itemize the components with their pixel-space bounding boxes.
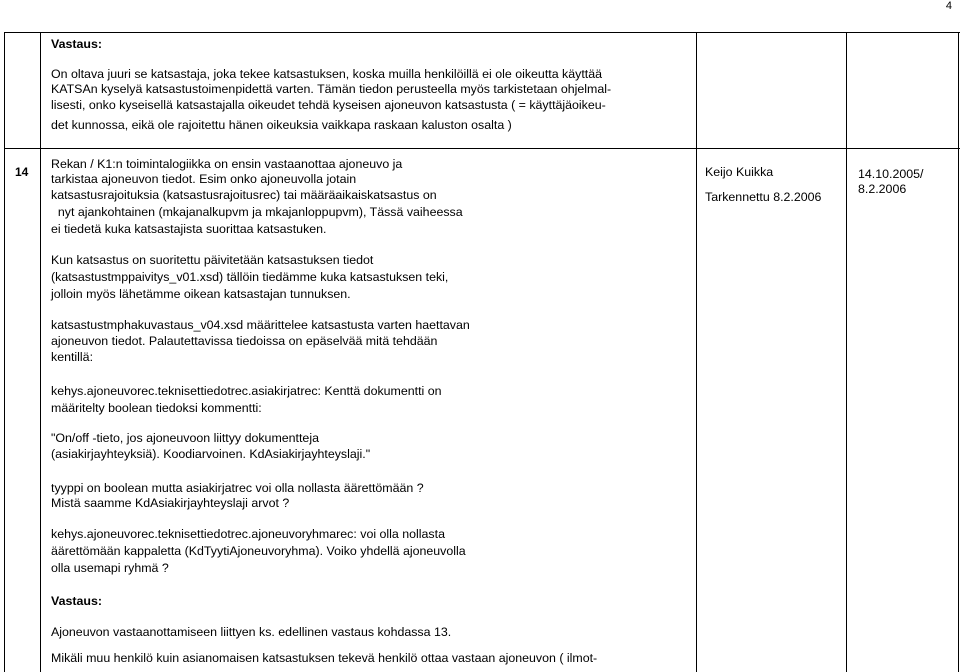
- previous-answer-line: KATSAn kyselyä katsastustoimenpidettä varten. Tämän tiedon perusteella myös tarkistetaan ohjelmal-: [51, 82, 612, 96]
- question-line: nyt ajankohtainen (mkajanalkupvm ja mkajanloppupvm), Tässä vaiheessa: [51, 205, 463, 219]
- question-line: äärettömään kappaletta (KdTyytiAjoneuvoryhma). Voiko yhdellä ajoneuvolla: [51, 544, 466, 558]
- table-top-border: [4, 32, 960, 33]
- column-divider-3: [846, 32, 847, 672]
- page-number: 4: [945, 0, 952, 12]
- question-line: "On/off -tieto, jos ajoneuvoon liittyy dokumentteja: [51, 431, 319, 445]
- table-right-border: [958, 32, 959, 672]
- question-line: (katsastustmppaivitys_v01.xsd) tällöin tiedämme kuka katsastuksen teki,: [51, 270, 449, 284]
- previous-answer-line: On oltava juuri se katsastaja, joka tekee katsastuksen, koska muilla henkilöillä ei ole oikeutta käyttää: [51, 67, 602, 81]
- column-divider-1: [40, 32, 41, 672]
- row-divider: [4, 148, 960, 149]
- question-line: ajoneuvon tiedot. Palautettavissa tiedoissa on epäselvää mitä tehdään: [51, 334, 438, 348]
- row-number: 14: [15, 165, 29, 179]
- question-line: Rekan / K1:n toimintalogiikka on ensin vastaanottaa ajoneuvo ja: [51, 157, 403, 171]
- question-line: katsastustmphakuvastaus_v04.xsd määrittelee katsastusta varten haettavan: [51, 318, 470, 332]
- table-left-border: [4, 32, 5, 672]
- previous-answer-line: det kunnossa, eikä ole rajoitettu hänen oikeuksia vaikkapa raskaan kaluston osalta ): [51, 118, 512, 132]
- date-second: 8.2.2006: [858, 182, 907, 196]
- question-line: tarkistaa ajoneuvon tiedot. Esim onko ajoneuvolla jotain: [51, 172, 357, 186]
- question-line: tyyppi on boolean mutta asiakirjatrec voi olla nollasta äärettömään ?: [51, 481, 424, 495]
- question-line: (asiakirjayhteyksiä). Koodiarvoinen. KdAsiakirjayhteyslaji.": [51, 447, 371, 461]
- question-line: kentillä:: [51, 350, 94, 364]
- question-line: kehys.ajoneuvorec.teknisettiedotrec.ajoneuvoryhmarec: voi olla nollasta: [51, 527, 445, 541]
- question-line: kehys.ajoneuvorec.teknisettiedotrec.asiakirjatrec: Kenttä dokumentti on: [51, 384, 442, 398]
- question-line: jolloin myös lähetämme oikean katsastajan tunnuksen.: [51, 287, 351, 301]
- answer-line: Ajoneuvon vastaanottamiseen liittyen ks. edellinen vastaus kohdassa 13.: [51, 625, 452, 639]
- previous-answer-line: lisesti, onko kyseisellä katsastajalla oikeudet tehdä kyseisen ajoneuvon katsastusta ( = käyttäjäoikeu-: [51, 98, 606, 112]
- person-name: Keijo Kuikka: [705, 165, 774, 179]
- question-line: Kun katsastus on suoritettu päivitetään katsastuksen tiedot: [51, 253, 374, 267]
- question-line: Mistä saamme KdAsiakirjayhteyslaji arvot ?: [51, 496, 290, 510]
- checked-note: Tarkennettu 8.2.2006: [705, 190, 822, 204]
- previous-answer-heading: Vastaus:: [51, 37, 102, 51]
- question-line: katsastusrajoituksia (katsastusrajoitusrec) tai määräaikaiskatsastus on: [51, 188, 437, 202]
- question-line: määritelty boolean tiedoksi kommentti:: [51, 401, 262, 415]
- answer-heading: Vastaus:: [51, 594, 102, 608]
- answer-line: Mikäli muu henkilö kuin asianomaisen katsastuksen tekevä henkilö ottaa vastaan ajoneuvon ( ilmot-: [51, 651, 598, 665]
- column-divider-2: [696, 32, 697, 672]
- question-line: olla usemapi ryhmä ?: [51, 561, 169, 575]
- date-first: 14.10.2005/: [858, 167, 924, 181]
- question-line: ei tiedetä kuka katsastajista suorittaa katsastuken.: [51, 222, 327, 236]
